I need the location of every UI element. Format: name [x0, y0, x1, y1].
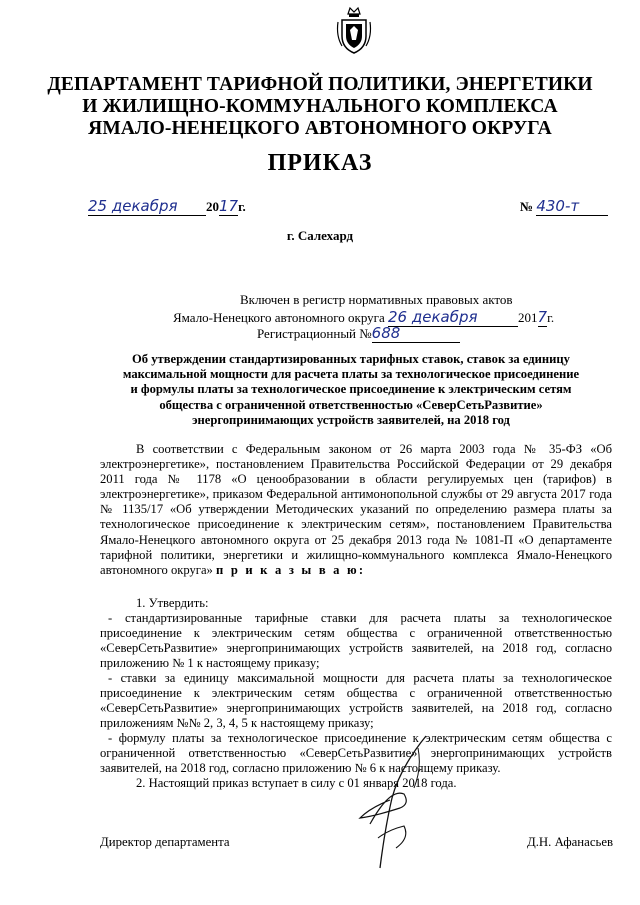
item-2: 2. Настоящий приказ вступает в силу с 01 января 2018 года.: [136, 776, 457, 790]
registration-number-handwritten: 688: [371, 324, 401, 342]
order-number: № 430-т: [520, 197, 630, 216]
item-1-c: - формулу платы за технологическое присоединение к электрическим сетям общества с ограниченной ответственностью «СеверСетьРазвитие» энергопринимающих устройств заявителей, на 2018 год, согласно приложению № 6 к настоящему приказу.: [100, 731, 612, 776]
department-name-line-3: ЯМАЛО-НЕНЕЦКОГО АВТОНОМНОГО ОКРУГА: [88, 118, 552, 139]
order-year-handwritten: 17: [219, 197, 239, 215]
item-1-b: - ставки за единицу максимальной мощности для расчета платы за технологическое присоединение к электрическим сетям общества с ограниченной ответственностью «СеверСетьРазвитие» энергопринимающих устройств заявителей, на 2018 год, согласно приложениям №№ 2, 3, 4, 5 к настоящему приказу;: [100, 671, 612, 731]
item-1-title: 1. Утвердить:: [136, 596, 209, 610]
signatory-name: Д.Н. Афанасьев: [527, 835, 614, 849]
preamble-paragraph: В соответствии с Федеральным законом от 26 марта 2003 года № 35-ФЗ «Об электроэнергетике», постановлением Правительства Российской Федерации от 29 декабря 2011 года № 1178 «О ценообразовании в области регулируемых цен (тарифов) в электроэнергетике», приказом Федеральной антимонопольной службы от 29 августа 2017 года № 1135/17 «Об утверждении Методических указаний по определению размера платы за технологическое присоединение к электрическим сетям», постановлением Правительства Ямало-Ненецкого автономного округа от 25 декабря 2013 года № 1081-П «О департаменте тарифной политики, энергетики и жилищно-коммунального комплекса Ямало-Ненецкого автономного округа» п р и к а з ы в а ю:: [100, 442, 612, 577]
order-date: 25 декабря 2017г.: [88, 197, 246, 215]
handwritten-signature: [330, 728, 460, 878]
order-date-handwritten: 25 декабря: [88, 197, 178, 215]
registration-line-2: Ямало-Ненецкого автономного округа 26 декабря 2017г.: [173, 308, 555, 326]
document-type-title: ПРИКАЗ: [267, 150, 373, 176]
item-1-a: - стандартизированные тарифные ставки для расчета платы за технологическое присоединение к электрическим сетям общества с ограниченной ответственностью «СеверСетьРазвитие» энергопринимающих устройств заявителей, на 2018 год, согласно приложению № 1 к настоящему приказу;: [100, 611, 612, 671]
registration-year-handwritten: 7: [537, 308, 548, 326]
order-number-handwritten: 430-т: [536, 197, 580, 215]
coat-of-arms-icon: [334, 6, 374, 56]
signatory-position: Директор департамента: [100, 835, 230, 849]
order-subject: Об утверждении стандартизированных тарифных ставок, ставок за единицу максимальной мощности для расчета платы за технологическое присоединение и формулы платы за технологическое присоединение к электрическим сетям общества с ограниченной ответственностью «СеверСетьРазвитие» энергопринимающих устройств заявителей, на 2018 год: [122, 352, 580, 427]
registration-date-handwritten: 26 декабря: [388, 308, 478, 326]
registration-line-1: Включен в регистр нормативных правовых актов: [240, 292, 513, 307]
department-name-line-2: И ЖИЛИЩНО-КОММУНАЛЬНОГО КОМПЛЕКСА: [82, 96, 558, 117]
registration-line-3: Регистрационный №688: [257, 324, 460, 343]
department-name-line-1: ДЕПАРТАМЕНТ ТАРИФНОЙ ПОЛИТИКИ, ЭНЕРГЕТИКИ: [47, 74, 593, 95]
order-word: п р и к а з ы в а ю: [216, 562, 359, 577]
city: г. Салехард: [286, 228, 354, 243]
